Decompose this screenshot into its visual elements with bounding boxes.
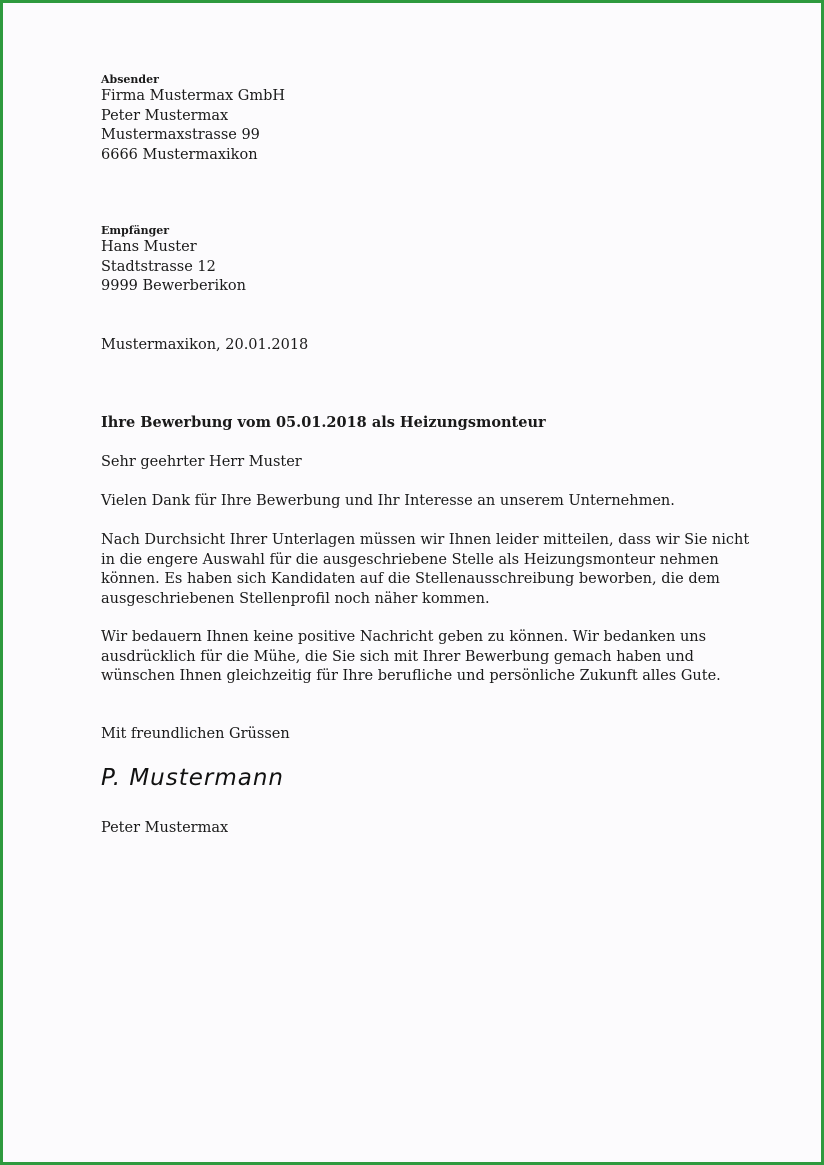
- paragraph-line: Wir bedauern Ihnen keine positive Nachricht geben zu können. Wir bedanken uns: [101, 629, 707, 645]
- recipient-label: Empfänger: [101, 224, 170, 237]
- letter-date: Mustermaxikon, 20.01.2018: [101, 337, 309, 353]
- recipient-line: 9999 Bewerberikon: [101, 278, 246, 294]
- sender-label: Absender: [101, 73, 159, 86]
- sender-line: Mustermaxstrasse 99: [101, 127, 260, 143]
- paragraph: [101, 492, 675, 512]
- paragraph-line: wünschen Ihnen gleichzeitig für Ihre berufliche und persönliche Zukunft alles Gute.: [101, 668, 721, 684]
- salutation: Sehr geehrter Herr Muster: [101, 454, 302, 470]
- sender-line: Firma Mustermax GmbH: [101, 88, 286, 104]
- sender-line: Peter Mustermax: [101, 107, 229, 124]
- recipient-line: Hans Muster: [101, 239, 197, 255]
- letter-subject: Ihre Bewerbung vom 05.01.2018 als Heizungsmonteur: [101, 414, 546, 431]
- paragraph-line: können. Es haben sich Kandidaten auf die Stellenausschreibung beworben, die dem: [101, 571, 720, 587]
- sender-block: [101, 73, 285, 165]
- paragraph-line: in die engere Auswahl für die ausgeschriebene Stelle als Heizungsmonteur nehmen: [101, 551, 719, 568]
- sender-line: 6666 Mustermaxikon: [101, 146, 258, 163]
- recipient-block: [101, 224, 246, 297]
- paragraph-line: Nach Durchsicht Ihrer Unterlagen müssen wir Ihnen leider mitteilen, dass wir Sie nicht: [101, 532, 750, 548]
- recipient-line: Stadtstrasse 12: [101, 258, 216, 275]
- paragraph-line: Vielen Dank für Ihre Bewerbung und Ihr Interesse an unserem Unternehmen.: [101, 493, 675, 509]
- closing: Mit freundlichen Grüssen: [101, 726, 290, 742]
- signer-name: Peter Mustermax: [101, 820, 229, 836]
- paragraph: [101, 628, 721, 687]
- paragraph: [101, 531, 749, 609]
- signature: P. Mustermann: [101, 765, 285, 791]
- paragraph-line: ausdrücklich für die Mühe, die Sie sich mit Ihrer Bewerbung gemach haben und: [101, 648, 694, 665]
- paragraph-line: ausgeschriebenen Stellenprofil noch näher kommen.: [101, 590, 490, 607]
